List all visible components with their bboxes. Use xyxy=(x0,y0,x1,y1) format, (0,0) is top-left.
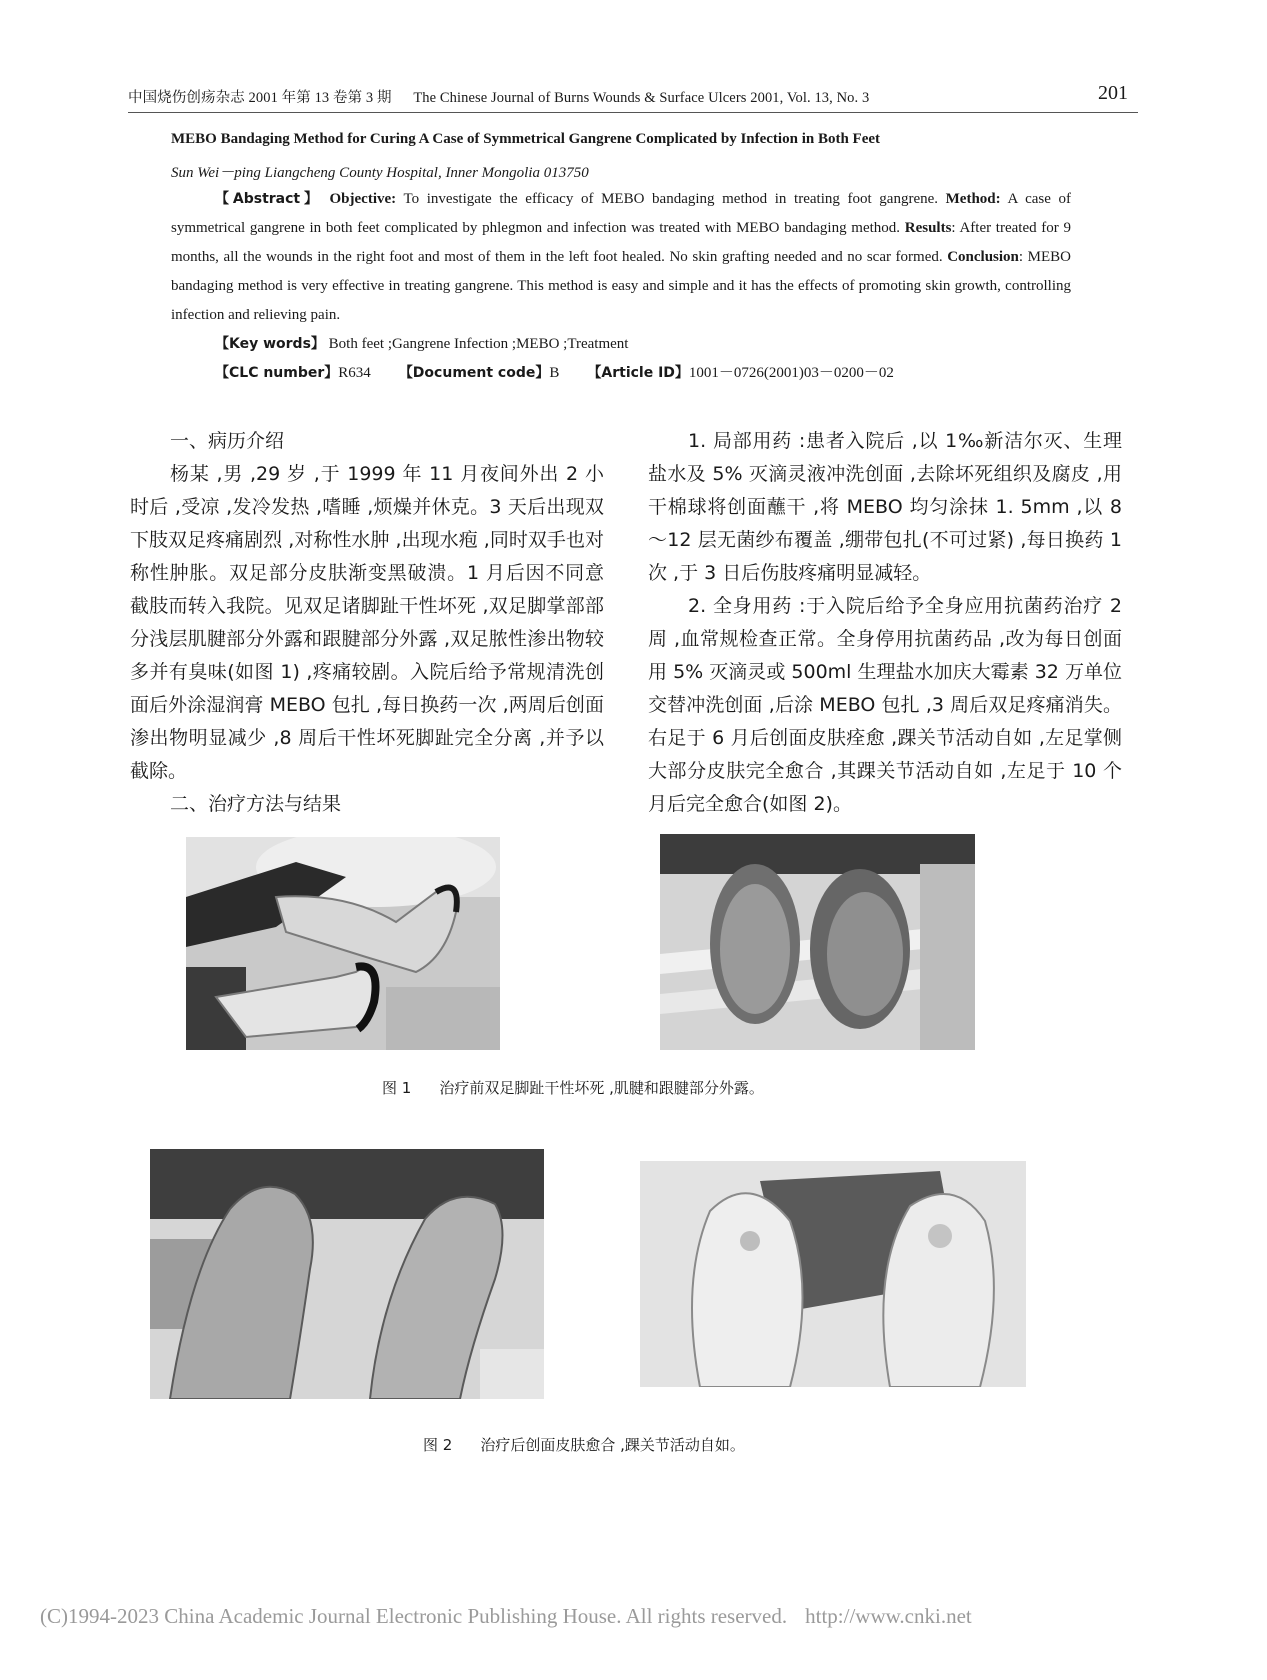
document-code-label: 【Document code】 xyxy=(398,365,550,381)
figure1-label: 图 1 xyxy=(382,1079,412,1097)
page-number: 201 xyxy=(1098,82,1128,104)
conclusion-text: : MEBO bandaging method is very effective in treating gangrene. This method is easy and simple and it has the effects of promoting skin growth, controlling infection and relieving pain. xyxy=(171,249,1071,323)
local-medication-paragraph: 1. 局部用药 :患者入院后 ,以 1‰新洁尔灭、生理盐水及 5% 灭滴灵液冲洗创面 ,去除坏死组织及腐皮 ,用干棉球将创面蘸干 ,将 MEBO 均匀涂抹 1. 5mm ,以 8～12 层无菌纱布覆盖 ,绷带包扎(不可过紧) ,每日换药 1 次 ,于 3 日后伤肢疼痛明显减轻。 xyxy=(648,430,1122,584)
keywords-value: Both feet ;Gangrene Infection ;MEBO ;Treatment xyxy=(324,336,629,352)
journal-name-cn: 中国烧伤创疡杂志 2001 年第 13 卷第 3 期 xyxy=(128,90,392,106)
author-affiliation-en: Sun Wei－ping Liangcheng County Hospital, Inner Mongolia 013750 xyxy=(171,165,589,181)
objective-label: Objective: xyxy=(329,191,397,207)
abstract xyxy=(171,185,1071,330)
cnki-url: http://www.cnki.net xyxy=(805,1604,972,1628)
feet-before-treatment-side-image xyxy=(186,837,500,1050)
conclusion-label: Conclusion xyxy=(947,249,1019,265)
feet-after-treatment-soles-image xyxy=(640,1161,1026,1387)
article-id-value: 1001－0726(2001)03－0200－02 xyxy=(688,365,894,381)
keywords xyxy=(215,333,628,353)
method-label: Method: xyxy=(945,191,1001,207)
article-title-en: MEBO Bandaging Method for Curing A Case of Symmetrical Gangrene Complicated by Infection in Both Feet xyxy=(171,131,881,147)
section-heading-case: 一、病历介绍 xyxy=(170,430,285,452)
clc-value: R634 xyxy=(338,365,371,381)
abstract-label: 【Abstract】 xyxy=(215,191,322,207)
keywords-label: 【Key words】 xyxy=(215,336,325,352)
figure2-caption-text: 治疗后创面皮肤愈合 ,踝关节活动自如。 xyxy=(480,1436,745,1454)
classification-line xyxy=(215,361,894,382)
figure2-photo-right xyxy=(640,1161,1026,1387)
body-column-left xyxy=(130,425,604,821)
objective-text: To investigate the efficacy of MEBO bandaging method in treating foot gangrene. xyxy=(396,191,946,207)
method-text: A case of symmetrical gangrene in both feet complicated by phlegmon and infection was treated with MEBO bandaging method. xyxy=(171,191,1072,236)
figure1-caption xyxy=(382,1077,764,1098)
clc-label: 【CLC number】 xyxy=(215,365,339,381)
feet-after-treatment-dorsal-image xyxy=(150,1149,544,1399)
feet-before-treatment-soles-image xyxy=(660,834,975,1050)
results-label: Results xyxy=(904,220,952,236)
results-text: : After treated for 9 months, all the wounds in the right foot and most of them in the left foot healed. No skin grafting needed and no scar formed. xyxy=(171,220,1071,265)
journal-name-en: The Chinese Journal of Burns Wounds & Surface Ulcers 2001, Vol. 13, No. 3 xyxy=(413,90,870,106)
figure2-label: 图 2 xyxy=(423,1436,453,1454)
figure1-caption-text: 治疗前双足脚趾干性坏死 ,肌腱和跟腱部分外露。 xyxy=(439,1079,764,1097)
copyright-text: (C)1994-2023 China Academic Journal Electronic Publishing House. All rights reserved. xyxy=(40,1604,788,1628)
copyright-footer xyxy=(40,1604,972,1629)
systemic-medication-paragraph: 2. 全身用药 :于入院后给予全身应用抗菌药治疗 2 周 ,血常规检查正常。全身停用抗菌药品 ,改为每日创面用 5% 灭滴灵或 500ml 生理盐水加庆大霉素 32 万单位交替冲洗创面 ,后涂 MEBO 包扎 ,3 周后双足疼痛消失。右足于 6 月后创面皮肤痊愈 ,踝关节活动自如 ,左足掌侧大部分皮肤完全愈合 ,其踝关节活动自如 ,左足于 10 个月后完全愈合(如图 2)。 xyxy=(648,595,1122,815)
figure2-caption xyxy=(423,1434,745,1455)
figure2-photo-left xyxy=(150,1149,544,1399)
body-column-right xyxy=(648,425,1122,821)
journal-citation xyxy=(128,86,869,107)
figure1-photo-left xyxy=(186,837,500,1050)
figure1-photo-right xyxy=(660,834,975,1050)
case-paragraph: 杨某 ,男 ,29 岁 ,于 1999 年 11 月夜间外出 2 小时后 ,受凉 ,发冷发热 ,嗜睡 ,烦燥并休克。3 天后出现双下肢双足疼痛剧烈 ,对称性水肿 ,出现水疱 ,同时双手也对称性肿胀。双足部分皮肤渐变黑破溃。1 月后因不同意截肢而转入我院。见双足诸脚趾干性坏死 ,双足脚掌部部分浅层肌腱部分外露和跟腱部分外露 ,双足脓性渗出物较多并有臭味(如图 1) ,疼痛较剧。入院后给予常规清洗创面后外涂湿润膏 MEBO 包扎 ,每日换药一次 ,两周后创面渗出物明显减少 ,8 周后干性坏死脚趾完全分离 ,并予以截除。 xyxy=(130,463,604,782)
document-code-value: B xyxy=(549,365,560,381)
article-id-label: 【Article ID】 xyxy=(587,365,689,381)
section-heading-treatment: 二、治疗方法与结果 xyxy=(170,793,342,815)
running-header xyxy=(128,82,1138,113)
